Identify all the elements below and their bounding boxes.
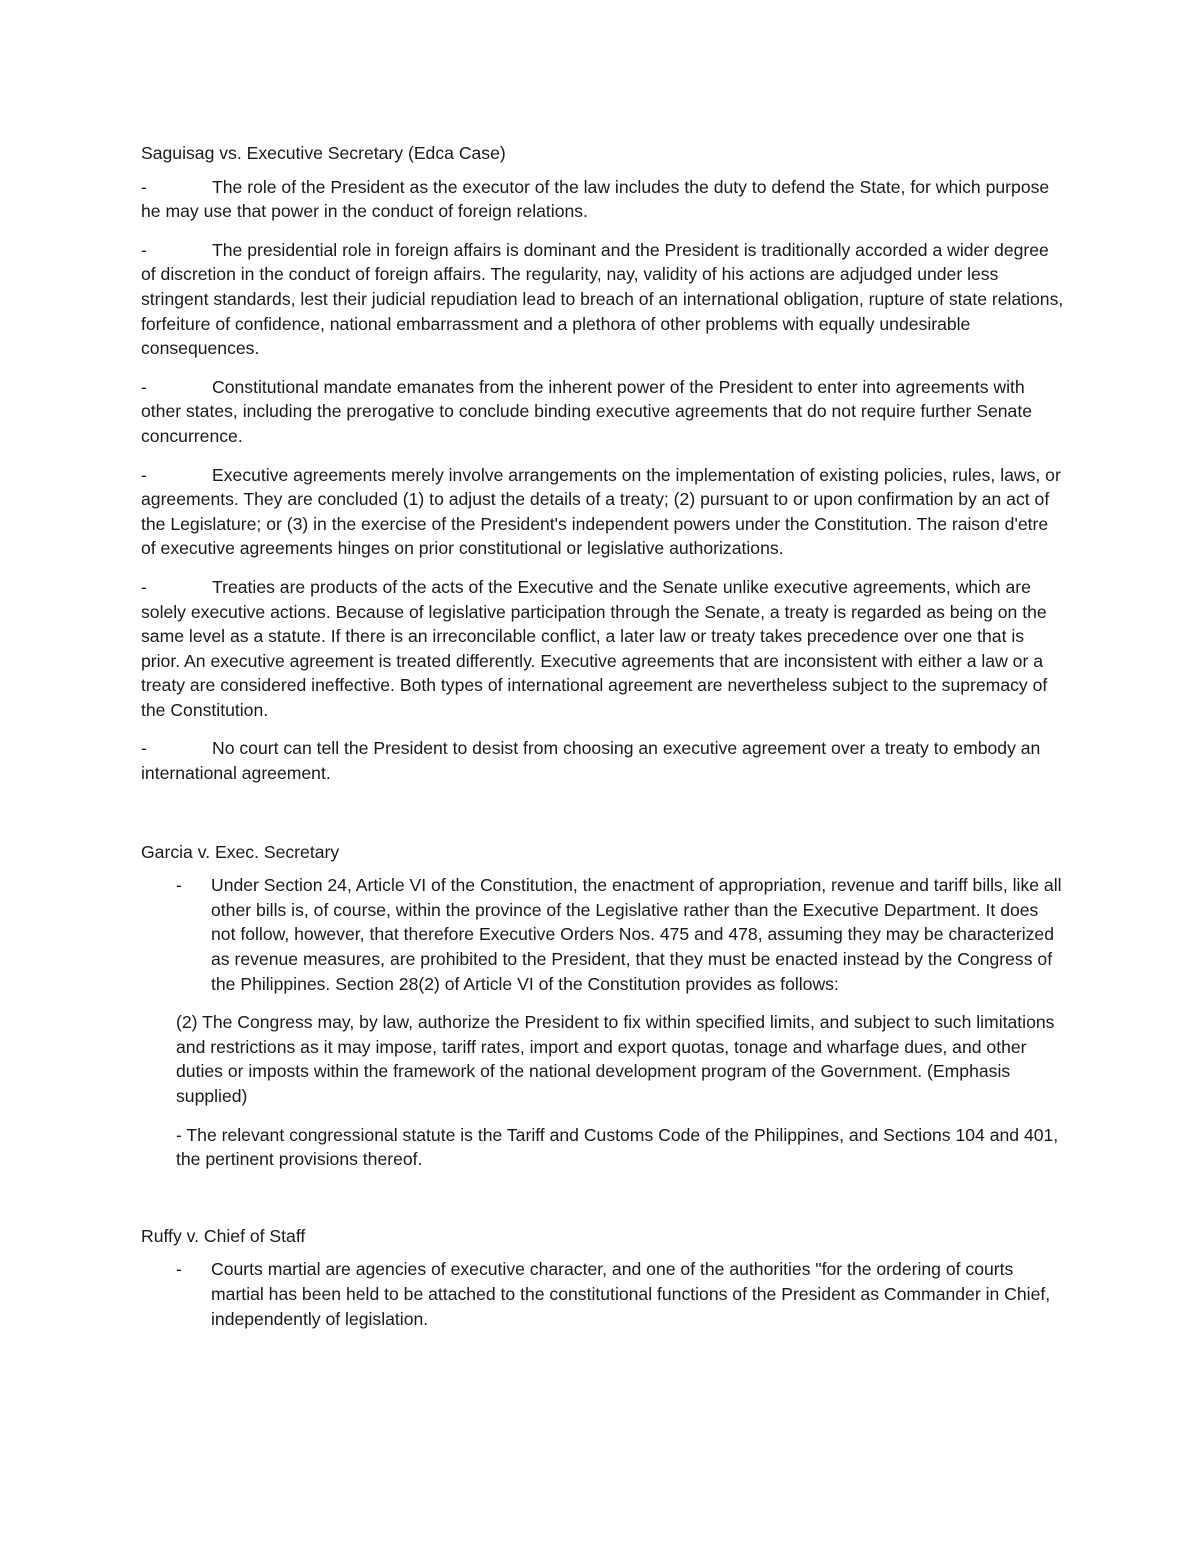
dash-marker: - xyxy=(141,239,147,260)
ruffy-bullet-item xyxy=(141,1257,1066,1331)
section-spacer xyxy=(141,800,1066,840)
dash-marker: - xyxy=(141,464,147,485)
paragraph-text: No court can tell the President to desist from choosing an executive agreement over a treaty to embody an international agreement. xyxy=(141,738,1041,784)
case-title-saguisag: Saguisag vs. Executive Secretary (Edca Case) xyxy=(141,143,506,163)
saguisag-paragraph-1 xyxy=(141,175,1066,224)
saguisag-paragraph-3 xyxy=(141,375,1066,449)
garcia-note: - The relevant congressional statute is the Tariff and Customs Code of the Philippines, and Sections 104 and 401, the pertinent provisions thereof. xyxy=(176,1124,1059,1170)
garcia-bullet-item xyxy=(141,873,1066,996)
dash-marker: - xyxy=(141,176,147,197)
bullet-marker: - xyxy=(176,1259,182,1280)
case-title-ruffy: Ruffy v. Chief of Staff xyxy=(141,1225,306,1246)
paragraph-text: Executive agreements merely involve arrangements on the implementation of existing policies, rules, laws, or agreements. They are concluded (1) to adjust the details of a treaty; (2) pursuant to or upon confirmation by an act of the Legislature; or (3) in the exercise of the President's independent powers under the Constitution. The raison d'etre of executive agreements hinges on prior constitutional or legislative authorizations. xyxy=(141,464,1061,559)
paragraph-text: Constitutional mandate emanates from the inherent power of the President to enter into agreements with other states, including the prerogative to conclude binding executive agreements that do not require further Senate concurrence. xyxy=(141,376,1033,446)
dash-marker: - xyxy=(141,738,147,759)
saguisag-paragraph-6 xyxy=(141,736,1066,785)
saguisag-paragraph-5 xyxy=(141,575,1066,723)
bullet-text: Under Section 24, Article VI of the Constitution, the enactment of appropriation, revenue and tariff bills, like all other bills is, of course, within the province of the Legislative rather than the Executive Department. It does not follow, however, that therefore Executive Orders Nos. 475 and 478, assuming they may be characterized as revenue measures, are prohibited to the President, that they must be enacted instead by the Congress of the Philippines. Section 28(2) of Article VI of the Constitution provides as follows: xyxy=(211,875,1062,994)
document-page xyxy=(141,141,1066,1345)
case-title-garcia: Garcia v. Exec. Secretary xyxy=(141,841,340,862)
dash-marker: - xyxy=(141,576,147,597)
saguisag-paragraph-4 xyxy=(141,463,1066,561)
dash-marker: - xyxy=(141,376,147,397)
bullet-marker: - xyxy=(176,875,182,896)
bullet-text: Courts martial are agencies of executive character, and one of the authorities "for the ordering of courts martial has been held to be attached to the constitutional functions of the President as Commander in Chief, independently of legislation. xyxy=(211,1259,1051,1329)
section-spacer xyxy=(141,1186,1066,1224)
garcia-quote: (2) The Congress may, by law, authorize the President to fix within specified limits, and subject to such limitations and restrictions as it may impose, tariff rates, import and export quotas, tonage and wharfage dues, and other duties or imposts within the framework of the national development program of the Government. (Emphasis supplied) xyxy=(176,1012,1055,1106)
paragraph-text: Treaties are products of the acts of the Executive and the Senate unlike executive agreements, which are solely executive actions. Because of legislative participation through the Senate, a treaty is regarded as being on the same level as a statute. If there is an irreconcilable conflict, a later law or treaty takes precedence over one that is prior. An executive agreement is treated differently. Executive agreements that are inconsistent with either a law or a treaty are considered ineffective. Both types of international agreement are nevertheless subject to the supremacy of the Constitution. xyxy=(141,576,1048,720)
paragraph-text: The presidential role in foreign affairs is dominant and the President is traditionally accorded a wider degree of discretion in the conduct of foreign affairs. The regularity, nay, validity of his actions are adjudged under less stringent standards, lest their judicial repudiation lead to breach of an international obligation, rupture of state relations, forfeiture of confidence, national embarrassment and a plethora of other problems with equally undesirable consequences. xyxy=(141,239,1064,359)
paragraph-text: The role of the President as the executor of the law includes the duty to defend the State, for which purpose he may use that power in the conduct of foreign relations. xyxy=(141,176,1050,222)
saguisag-paragraph-2 xyxy=(141,238,1066,361)
